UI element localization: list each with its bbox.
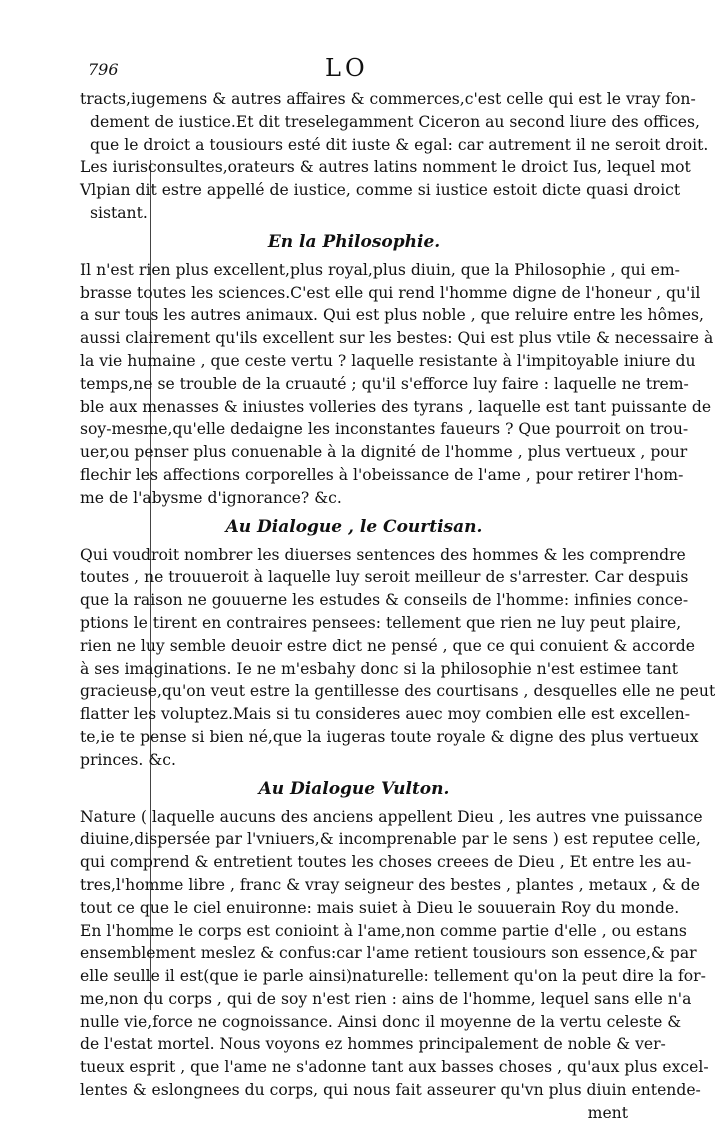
text-line: En l'homme le corps est conioint à l'ame,non comme partie d'elle , ou estans [80,921,687,940]
text-line: princes. &c. [80,750,176,769]
text-line: te,ie te pense si bien né,que la iugeras toute royale & digne des plus vertueux [80,727,699,746]
section-heading: Au Dialogue Vulton. [258,778,450,799]
text-line: tracts,iugemens & autres affaires & commerces,c'est celle qui est le vray fon- [80,90,696,108]
text-line: flechir les affections corporelles à l'obeissance de l'ame , pour retirer l'hom- [80,465,684,484]
text-line: soy-mesme,qu'elle dedaigne les inconstantes faueurs ? Que pourroit on trou- [80,420,689,439]
text-line: brasse toutes les sciences.C'est elle qui rend l'homme digne de l'honeur , qu'il [80,283,701,302]
page-number: 796 [88,60,119,79]
section-heading: En la Philosophie. [267,231,441,252]
text-line: gracieuse,qu'on veut estre la gentillesse des courtisans , desquelles elle ne peut [80,682,715,701]
text-line: toutes , ne trouueroit à laquelle luy seroit meilleur de s'arrester. Car despuis [80,568,689,587]
text-line: uer,ou penser plus conuenable à la dignité de l'homme , plus vertueux , pour [80,443,688,462]
text-line: ensemblement meslez & confus:car l'ame retient tousiours son essence,& par [80,944,697,963]
text-line: Qui voudroit nombrer les diuerses sentences des hommes & les comprendre [80,545,686,564]
text-line: que la raison ne gouuerne les estudes & conseils de l'homme: infinies conce- [80,591,689,610]
text-line: la vie humaine , que ceste vertu ? laquelle resistante à l'impitoyable iniure du [80,351,696,370]
text-line: tueux esprit , que l'ame ne s'adonne tant aux basses choses , qu'aux plus excel- [80,1058,709,1077]
text-line: à ses imaginations. Ie ne m'esbahy donc si la philosophie n'est estimee tant [80,659,678,678]
text-line: ble aux menasses & iniustes volleries des tyrans , laquelle est tant puissante de [80,397,712,416]
text-line: me de l'abysme d'ignorance? &c. [80,488,342,507]
text-block [80,88,715,1125]
text-line: flatter les voluptez.Mais si tu consideres auec moy combien elle est excellen- [80,705,690,724]
text-line: temps,ne se trouble de la cruauté ; qu'il s'efforce luy faire : laquelle ne trem- [80,374,689,393]
text-line: elle seulle il est(que ie parle ainsi)naturelle: tellement qu'on la peut dire la for- [80,967,706,986]
text-line: que le droict a tousiours esté dit iuste & egal: car autrement il ne seroit droit. [90,135,709,154]
text-line: diuine,dispersée par l'vniuers,& incomprenable par le sens ) est reputee celle, [80,830,701,849]
text-line: Nature ( laquelle aucuns des anciens appellent Dieu , les autres vne puissance [80,807,703,826]
text-line: Les iurisconsultes,orateurs & autres latins nomment le droict Ius, lequel mot [80,158,691,177]
text-line: lentes & eslongnees du corps, qui nous fait asseurer qu'vn plus diuin entende- [80,1081,701,1100]
text-line: rien ne luy semble deuoir estre dict ne pensé , que ce qui conuient & accorde [80,636,695,655]
text-line: Vlpian dit estre appellé de iustice, comme si iustice estoit dicte quasi droict [80,181,681,200]
text-line: me,non du corps , qui de soy n'est rien : ains de l'homme, lequel sans elle n'a [80,989,692,1008]
text-line: dement de iustice.Et dit treselegamment Ciceron au second liure des offices, [90,112,700,131]
text-line: nulle vie,force ne cognoissance. Ainsi donc il moyenne de la vertu celeste & [80,1012,682,1031]
text-line: a sur tous les autres animaux. Qui est plus noble , que reluire entre les hômes, [80,306,704,325]
text-line: Il n'est rien plus excellent,plus royal,plus diuin, que la Philosophie , qui em- [80,260,680,279]
text-line: de l'estat mortel. Nous voyons ez hommes principalement de noble & ver- [80,1035,666,1054]
section-heading: Au Dialogue , le Courtisan. [225,516,483,537]
text-line: ptions le tirent en contraires pensees: tellement que rien ne luy peut plaire, [80,613,682,632]
running-head: LO [325,54,369,82]
text-line: tres,l'homme libre , franc & vray seigneur des bestes , plantes , metaux , & de [80,875,700,894]
catchword: ment [587,1103,628,1122]
text-line: aussi clairement qu'ils excellent sur les bestes: Qui est plus vtile & necessaire à [80,329,714,348]
text-line: tout ce que le ciel enuironne: mais suiet à Dieu le souuerain Roy du monde. [80,898,680,917]
text-line: qui comprend & entretient toutes les choses creees de Dieu , Et entre les au- [80,853,692,872]
text-line: sistant. [90,203,148,222]
